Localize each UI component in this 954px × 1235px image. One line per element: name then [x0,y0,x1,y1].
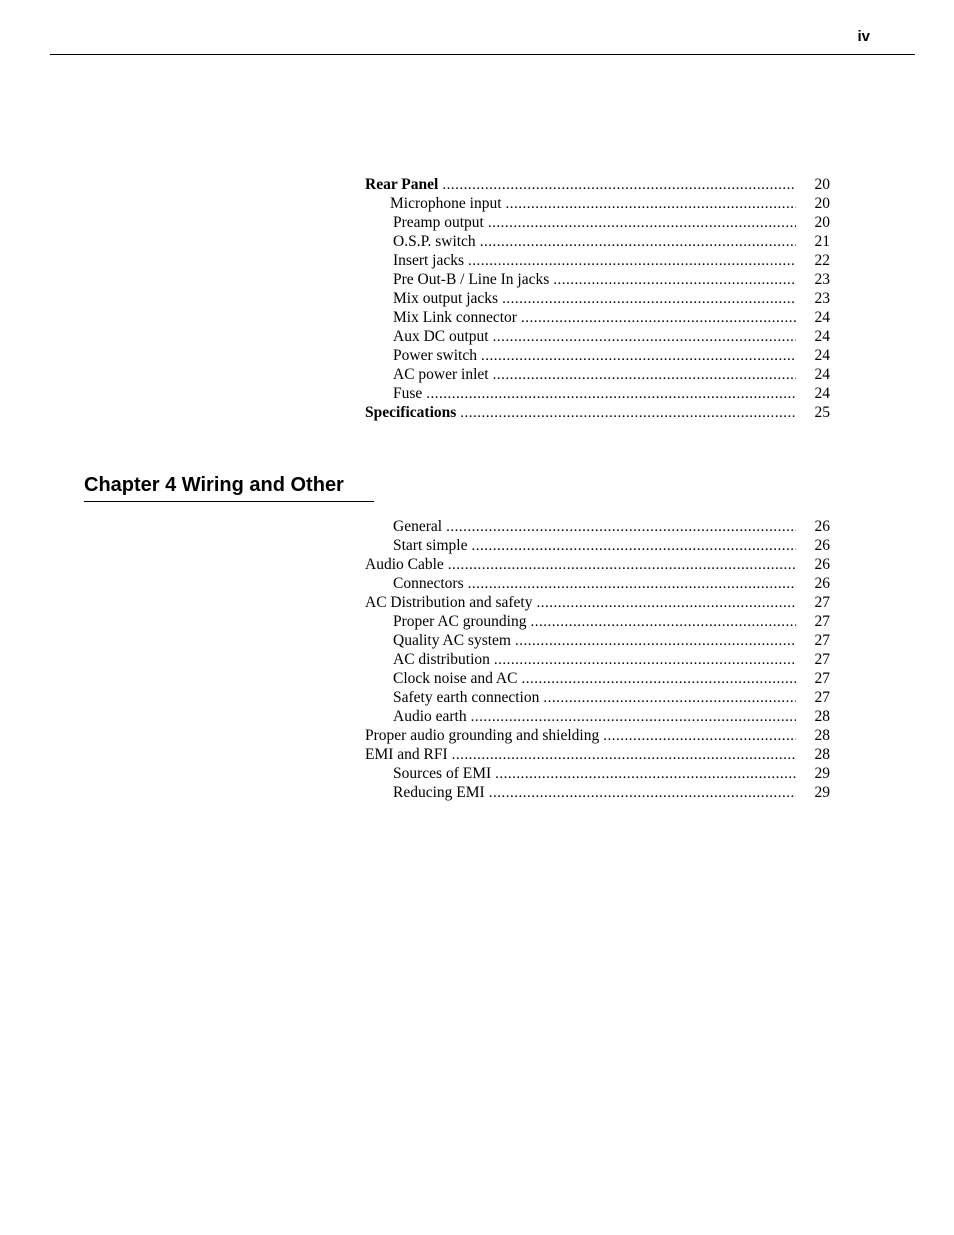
dot-leader [442,176,796,195]
dot-leader [536,594,796,613]
toc-entry-page: 28 [814,727,830,744]
dot-leader [480,233,796,252]
toc-entry-label: General [393,518,443,535]
toc-entry-label: Safety earth connection [393,689,540,706]
toc-entry-page: 28 [814,708,830,725]
toc-entry-page: 27 [814,651,830,668]
toc-entry-page: 24 [814,347,830,364]
toc-entry[interactable] [365,612,830,631]
toc-entry[interactable] [365,783,830,802]
dot-leader [488,214,796,233]
toc-entry[interactable] [365,574,830,593]
toc-entry-page: 20 [814,214,830,231]
toc-entry-page: 24 [814,385,830,402]
dot-leader [468,252,796,271]
toc-entry[interactable] [365,270,830,289]
dot-leader [489,784,796,803]
toc-entry-label: AC Distribution and safety [365,594,533,611]
dot-leader [460,404,796,423]
toc-entry-label: AC distribution [393,651,490,668]
dot-leader [494,651,796,670]
toc-entry-page: 21 [814,233,830,250]
toc-entry-label: Audio earth [393,708,467,725]
toc-entry-page: 26 [814,537,830,554]
toc-entry-page: 26 [814,518,830,535]
toc-entry[interactable] [365,175,830,194]
toc-entry-label: Sources of EMI [393,765,492,782]
toc-entry-page: 24 [814,366,830,383]
toc-entry[interactable] [365,308,830,327]
toc-entry-page: 29 [814,784,830,801]
toc-entry-page: 22 [814,252,830,269]
toc-entry[interactable] [365,593,830,612]
toc-entry-label: Specifications [365,404,457,421]
toc-entry-page: 26 [814,575,830,592]
dot-leader [553,271,796,290]
dot-leader [521,309,796,328]
toc-entry-label: Audio Cable [365,556,444,573]
toc-entry-page: 23 [814,271,830,288]
toc-entry-page: 27 [814,689,830,706]
toc-entry[interactable] [365,707,830,726]
toc-entry-label: Pre Out-B / Line In jacks [393,271,550,288]
page-number: iv [857,28,870,45]
dot-leader [452,746,796,765]
dot-leader [471,708,796,727]
toc-entry[interactable] [365,213,830,232]
toc-entry[interactable] [365,327,830,346]
toc-entry-label: O.S.P. switch [393,233,476,250]
toc-entry-label: Proper AC grounding [393,613,527,630]
toc-entry-page: 25 [814,404,830,421]
toc-entry-page: 29 [814,765,830,782]
toc-entry-page: 27 [814,632,830,649]
toc-entry[interactable] [365,346,830,365]
toc-entry-page: 24 [814,328,830,345]
dot-leader [471,537,796,556]
toc-entry-label: Power switch [393,347,477,364]
toc-entry[interactable] [365,517,830,536]
toc-entry-label: Quality AC system [393,632,511,649]
toc-entry-label: EMI and RFI [365,746,448,763]
toc-entry[interactable] [365,688,830,707]
toc-entry-label: Fuse [393,385,423,402]
chapter-heading: Chapter 4 Wiring and Other [84,474,374,502]
toc-entry[interactable] [365,631,830,650]
toc-entry-label: Reducing EMI [393,784,485,801]
toc-entry-label: Mix output jacks [393,290,499,307]
toc-entry-label: Connectors [393,575,464,592]
dot-leader [481,347,796,366]
toc-entry[interactable] [365,194,830,213]
dot-leader [502,290,796,309]
toc-entry[interactable] [365,251,830,270]
toc-entry-label: Mix Link connector [393,309,517,326]
toc-entry-page: 27 [814,670,830,687]
dot-leader [530,613,796,632]
toc-entry-label: Proper audio grounding and shielding [365,727,600,744]
dot-leader [515,632,796,651]
toc-entry-label: Insert jacks [393,252,465,269]
dot-leader [448,556,796,575]
toc-entry[interactable] [365,669,830,688]
toc-entry[interactable] [365,650,830,669]
dot-leader [495,765,796,784]
toc-entry-page: 20 [814,195,830,212]
toc-wiring-section [365,517,830,802]
toc-entry-label: Aux DC output [393,328,489,345]
toc-entry-label: Clock noise and AC [393,670,518,687]
dot-leader [426,385,796,404]
toc-entry-label: Start simple [393,537,468,554]
dot-leader [543,689,796,708]
toc-entry-page: 24 [814,309,830,326]
dot-leader [506,195,797,214]
toc-entry[interactable] [365,726,830,745]
toc-entry-page: 27 [814,613,830,630]
toc-entry[interactable] [365,384,830,403]
toc-entry[interactable] [365,555,830,574]
toc-entry[interactable] [365,365,830,384]
toc-entry[interactable] [365,536,830,555]
toc-entry-page: 23 [814,290,830,307]
toc-entry-label: Preamp output [393,214,484,231]
toc-entry[interactable] [365,289,830,308]
toc-entry-page: 26 [814,556,830,573]
toc-entry-label: Microphone input [390,195,502,212]
dot-leader [493,366,796,385]
toc-entry-label: Rear Panel [365,176,439,193]
toc-entry-page: 20 [814,176,830,193]
toc-rear-panel-section [365,175,830,422]
toc-entry[interactable] [365,745,830,764]
dot-leader [468,575,796,594]
toc-entry[interactable] [365,232,830,251]
toc-entry[interactable] [365,764,830,783]
dot-leader [446,518,796,537]
dot-leader [493,328,796,347]
toc-entry[interactable] [365,403,830,422]
header-rule [50,54,915,55]
dot-leader [521,670,796,689]
toc-entry-label: AC power inlet [393,366,489,383]
toc-entry-page: 28 [814,746,830,763]
dot-leader [603,727,796,746]
toc-entry-page: 27 [814,594,830,611]
